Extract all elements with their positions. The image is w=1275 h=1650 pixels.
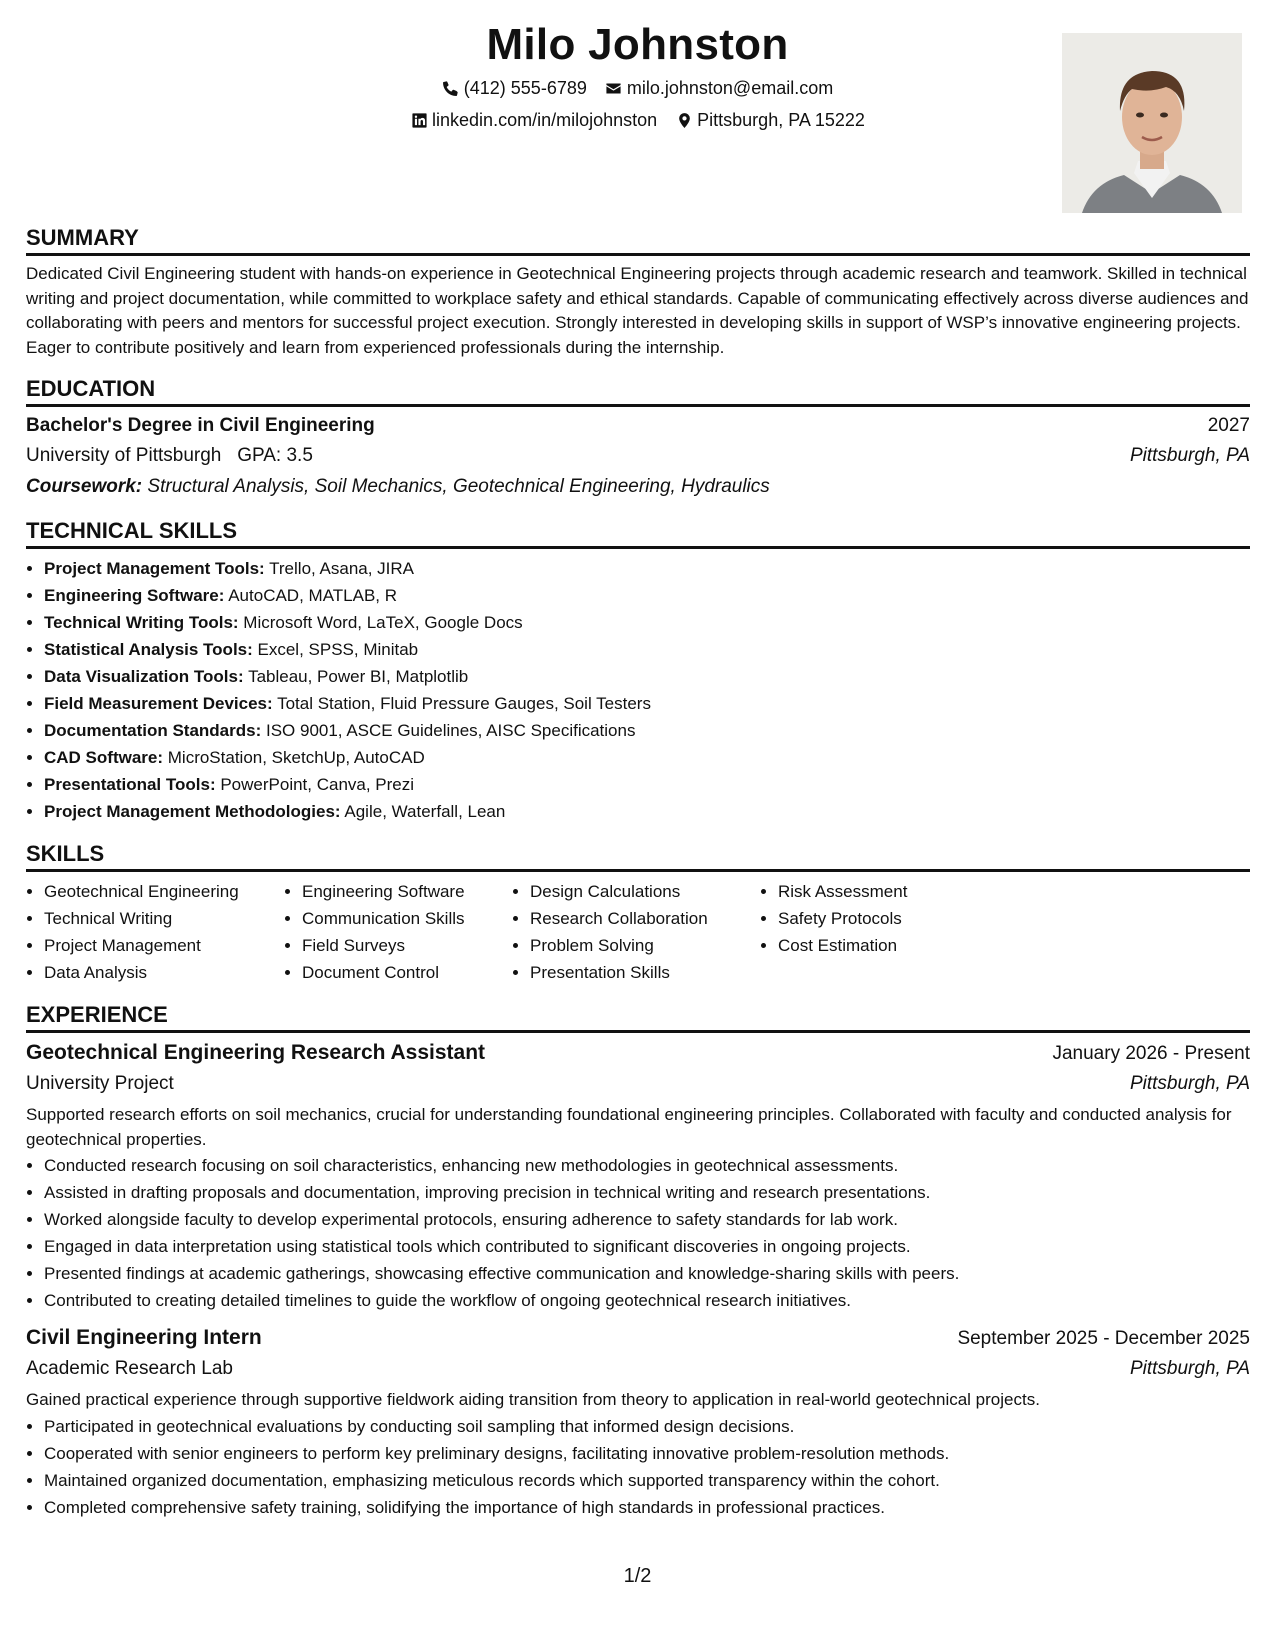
job-org-row bbox=[26, 1354, 1250, 1384]
contact-linkedin[interactable] bbox=[410, 104, 657, 136]
list-item: • Document Control bbox=[302, 959, 512, 986]
job-organization: Academic Research Lab bbox=[26, 1358, 233, 1379]
job-org-row bbox=[26, 1069, 1250, 1099]
list-item: • Field Surveys bbox=[302, 932, 512, 959]
list-item: • Risk Assessment bbox=[778, 878, 998, 905]
list-item bbox=[44, 636, 1250, 663]
list-item bbox=[44, 771, 1250, 798]
list-item: • Technical Writing bbox=[44, 905, 284, 932]
job-description: Gained practical experience through supportive fieldwork aiding transition from theory to application in real-world geotechnical projects. bbox=[26, 1390, 1040, 1409]
list-item bbox=[44, 690, 1250, 717]
list-item: • Assisted in drafting proposals and documentation, improving precision in technical writing and research presentations. bbox=[44, 1179, 1250, 1206]
skill-values: Excel, SPSS, Minitab bbox=[257, 640, 419, 659]
list-item bbox=[44, 609, 1250, 636]
list-item: • Maintained organized documentation, emphasizing meticulous records which supported transparency within the cohort. bbox=[44, 1467, 1250, 1494]
candidate-name: Milo Johnston bbox=[486, 20, 789, 69]
skills-heading: SKILLS bbox=[26, 839, 1250, 872]
job-dates: September 2025 - December 2025 bbox=[957, 1328, 1250, 1349]
list-item: • Design Calculations bbox=[530, 878, 760, 905]
summary-section bbox=[26, 223, 1250, 360]
skill-category: Documentation Standards: bbox=[44, 721, 262, 740]
job-title: Civil Engineering Intern bbox=[26, 1326, 262, 1349]
skills-column-3 bbox=[512, 878, 760, 986]
list-item: • Safety Protocols bbox=[778, 905, 998, 932]
school-location: Pittsburgh, PA bbox=[1129, 445, 1250, 466]
phone-text: (412) 555-6789 bbox=[463, 78, 587, 98]
skills-column-4 bbox=[760, 878, 998, 986]
email-text[interactable]: milo.johnston@email.com bbox=[626, 78, 834, 98]
contact-phone bbox=[442, 72, 587, 104]
gpa: GPA: 3.5 bbox=[237, 445, 313, 466]
school-line bbox=[26, 441, 313, 471]
summary-heading: SUMMARY bbox=[26, 223, 1250, 256]
skill-category: Technical Writing Tools: bbox=[44, 613, 239, 632]
job-title-row bbox=[26, 1322, 1250, 1354]
graduation-year: 2027 bbox=[1207, 415, 1250, 436]
skill-category: CAD Software: bbox=[44, 748, 164, 767]
coursework-line bbox=[26, 471, 1250, 502]
list-item bbox=[44, 798, 1250, 825]
skill-category: Presentational Tools: bbox=[44, 775, 216, 794]
job-title-row bbox=[26, 1037, 1250, 1069]
experience-heading: EXPERIENCE bbox=[26, 1000, 1250, 1033]
linkedin-icon bbox=[410, 111, 428, 129]
degree-title: Bachelor's Degree in Civil Engineering bbox=[26, 415, 375, 436]
list-item: • Engaged in data interpretation using statistical tools which contributed to significant discoveries in ongoing projects. bbox=[44, 1233, 1250, 1260]
job-dates: January 2026 - Present bbox=[1052, 1043, 1250, 1064]
list-item: • Problem Solving bbox=[530, 932, 760, 959]
education-heading: EDUCATION bbox=[26, 374, 1250, 407]
list-item: • Cost Estimation bbox=[778, 932, 998, 959]
skill-category: Statistical Analysis Tools: bbox=[44, 640, 253, 659]
list-item: • Project Management bbox=[44, 932, 284, 959]
list-item: • Presentation Skills bbox=[530, 959, 760, 986]
skill-category: Project Management Methodologies: bbox=[44, 802, 341, 821]
coursework-label: Coursework: bbox=[26, 476, 143, 497]
list-item: • Presented findings at academic gatherings, showcasing effective communication and knowledge-sharing skills with peers. bbox=[44, 1260, 1250, 1287]
contact-location bbox=[675, 104, 865, 136]
summary-text: Dedicated Civil Engineering student with hands-on experience in Geotechnical Engineering projects through academic research and teamwork. Skilled in technical writing and project documentation, while committed to workplace safety and ethical standards. Capable of communicating effectively across diverse audiences and collaborating with peers and mentors for successful project execution. Strongly interested in developing skills in support of WSP’s innovative engineering projects. Eager to contribute positively and learn from experienced professionals during the internship. bbox=[26, 264, 1249, 357]
job-bullets bbox=[26, 1152, 1250, 1314]
education-section bbox=[26, 374, 1250, 502]
skill-values: AutoCAD, MATLAB, R bbox=[228, 586, 398, 605]
job-bullets bbox=[26, 1413, 1250, 1521]
list-item: • Research Collaboration bbox=[530, 905, 760, 932]
skill-category: Project Management Tools: bbox=[44, 559, 265, 578]
skill-values: Trello, Asana, JIRA bbox=[269, 559, 415, 578]
list-item bbox=[44, 663, 1250, 690]
list-item: • Communication Skills bbox=[302, 905, 512, 932]
skills-columns bbox=[26, 878, 1250, 986]
skill-values: Total Station, Fluid Pressure Gauges, Soil Testers bbox=[277, 694, 651, 713]
skills-section bbox=[26, 839, 1250, 986]
list-item: • Worked alongside faculty to develop experimental protocols, ensuring adherence to safety standards for lab work. bbox=[44, 1206, 1250, 1233]
list-item bbox=[44, 555, 1250, 582]
education-degree-row bbox=[26, 411, 1250, 441]
technical-skills-heading: TECHNICAL SKILLS bbox=[26, 516, 1250, 549]
list-item: • Conducted research focusing on soil characteristics, enhancing new methodologies in geotechnical assessments. bbox=[44, 1152, 1250, 1179]
contact-email[interactable] bbox=[605, 72, 833, 104]
list-item: • Participated in geotechnical evaluations by conducting soil sampling that informed design decisions. bbox=[44, 1413, 1250, 1440]
list-item bbox=[44, 744, 1250, 771]
technical-skills-list bbox=[26, 555, 1250, 825]
school-name: University of Pittsburgh bbox=[26, 445, 222, 466]
location-text: Pittsburgh, PA 15222 bbox=[697, 110, 865, 130]
envelope-icon bbox=[605, 79, 623, 97]
job-title: Geotechnical Engineering Research Assistant bbox=[26, 1041, 486, 1064]
profile-photo bbox=[1062, 33, 1242, 213]
job-description: Supported research efforts on soil mechanics, crucial for understanding foundational engineering principles. Collaborated with faculty and conducted analysis for geotechnical properties. bbox=[26, 1105, 1232, 1149]
map-pin-icon bbox=[675, 111, 693, 129]
experience-section bbox=[26, 1000, 1250, 1521]
skills-column-2 bbox=[284, 878, 512, 986]
skill-values: PowerPoint, Canva, Prezi bbox=[220, 775, 415, 794]
list-item bbox=[44, 582, 1250, 609]
skills-column-1 bbox=[26, 878, 284, 986]
resume-body bbox=[26, 223, 1250, 1521]
linkedin-text[interactable]: linkedin.com/in/milojohnston bbox=[432, 110, 658, 130]
job-organization: University Project bbox=[26, 1073, 174, 1094]
page-number: 1/2 bbox=[623, 1565, 652, 1587]
job-location: Pittsburgh, PA bbox=[1129, 1073, 1250, 1094]
job-entry bbox=[26, 1322, 1250, 1521]
skill-values: Microsoft Word, LaTeX, Google Docs bbox=[243, 613, 523, 632]
coursework-list: Structural Analysis, Soil Mechanics, Geotechnical Engineering, Hydraulics bbox=[147, 476, 770, 497]
education-school-row bbox=[26, 441, 1250, 471]
skill-category: Data Visualization Tools: bbox=[44, 667, 244, 686]
list-item: • Geotechnical Engineering bbox=[44, 878, 284, 905]
job-entry bbox=[26, 1037, 1250, 1314]
list-item: • Completed comprehensive safety training, solidifying the importance of high standards in professional practices. bbox=[44, 1494, 1250, 1521]
skill-values: ISO 9001, ASCE Guidelines, AISC Specifications bbox=[265, 721, 636, 740]
skill-category: Field Measurement Devices: bbox=[44, 694, 273, 713]
list-item: • Data Analysis bbox=[44, 959, 284, 986]
skill-category: Engineering Software: bbox=[44, 586, 225, 605]
job-location: Pittsburgh, PA bbox=[1129, 1358, 1250, 1379]
skill-values: Agile, Waterfall, Lean bbox=[344, 802, 506, 821]
list-item: • Contributed to creating detailed timelines to guide the workflow of ongoing geotechnical research initiatives. bbox=[44, 1287, 1250, 1314]
skill-values: Tableau, Power BI, Matplotlib bbox=[248, 667, 469, 686]
phone-icon bbox=[442, 79, 460, 97]
list-item bbox=[44, 717, 1250, 744]
technical-skills-section bbox=[26, 516, 1250, 825]
list-item: • Engineering Software bbox=[302, 878, 512, 905]
skill-values: MicroStation, SketchUp, AutoCAD bbox=[167, 748, 425, 767]
list-item: • Cooperated with senior engineers to perform key preliminary designs, facilitating innovative problem-resolution methods. bbox=[44, 1440, 1250, 1467]
